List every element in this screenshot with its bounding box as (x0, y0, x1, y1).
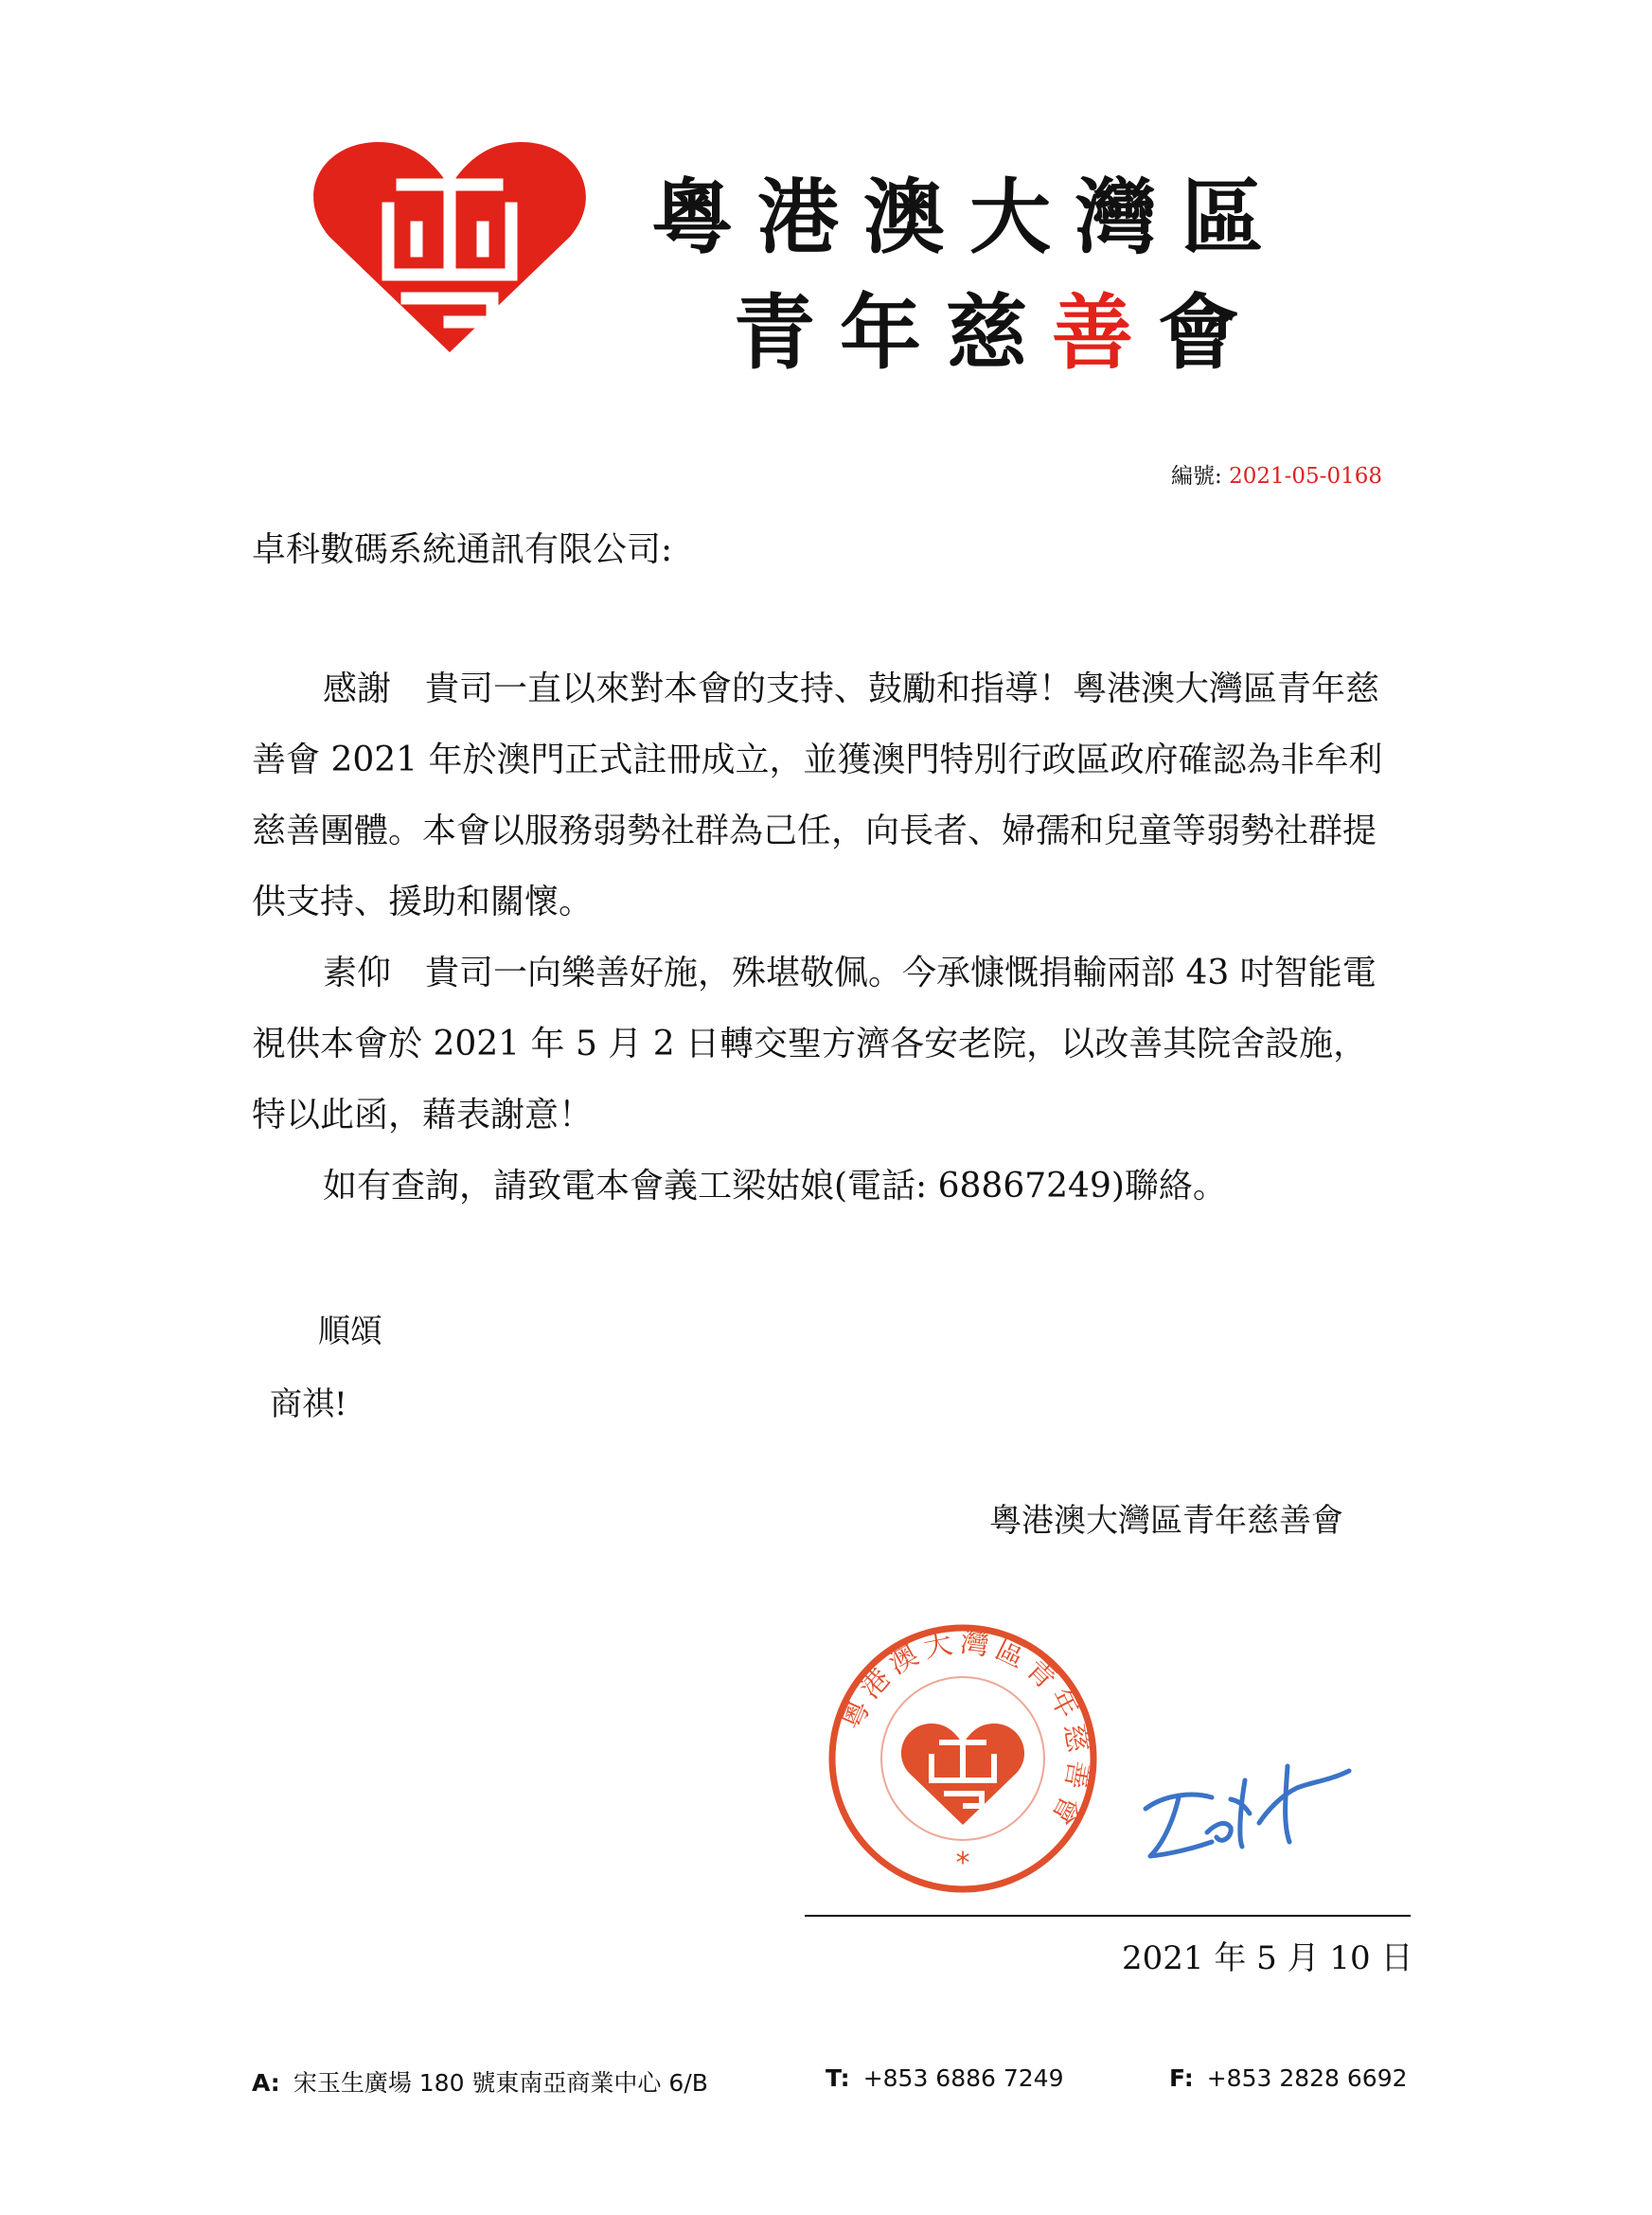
addressee: 卓科數碼系統通訊有限公司: (252, 530, 673, 569)
footer-address: A: 宋玉生廣場 180 號東南亞商業中心 6/B (252, 2069, 708, 2097)
org-name-red-char: 善 (1052, 286, 1158, 381)
paragraph-enquiry: 如有查詢，請致電本會義工梁姑娘(電話: 68867249)聯絡。 (323, 1167, 1227, 1206)
letter-date: 2021 年 5 月 10 日 (1122, 1939, 1413, 1977)
org-name-line2: 青年慈善會 (734, 286, 1264, 381)
svg-text:粵港澳大灣區青年慈善會: 粵港澳大灣區青年慈善會 (835, 1625, 1096, 1836)
footer-telephone: T: +853 6886 7249 (826, 2064, 1064, 2092)
paragraph-donation: 素仰 貴司一向樂善好施，殊堪敬佩。今承慷慨捐輸兩部 43 吋智能電視供本會於 2021 年 5 月 2 日轉交聖方濟各安老院，以改善其院舍設施，特以此函，藉表謝意！ (252, 954, 1377, 1134)
closing-wish: 商祺! (270, 1385, 347, 1423)
reference-number: 編號: 2021-05-0168 (1171, 464, 1382, 489)
svg-text:*: * (955, 1847, 970, 1880)
paragraph-thanks: 感謝 貴司一直以來對本會的支持、鼓勵和指導！粵港澳大灣區青年慈善會 2021 年於澳門正式註冊成立，並獲澳門特別行政區政府確認為非牟利慈善團體。本會以服務弱勢社群為己任，向長者、婦孺和兒童等弱勢社群提供支持、援助和關懷。 (252, 670, 1383, 921)
signature-line (805, 1915, 1411, 1917)
signatory-org: 粵港澳大灣區青年慈善會 (989, 1502, 1343, 1540)
footer-fax: F: +853 2828 6692 (1169, 2064, 1408, 2092)
org-name-line1: 粵港澳大灣區 (651, 170, 1288, 265)
heart-logo-icon (312, 142, 587, 355)
handwritten-signature (1127, 1742, 1354, 1885)
closing-greeting: 順頌 (318, 1313, 382, 1350)
organization-seal (826, 1621, 1100, 1896)
